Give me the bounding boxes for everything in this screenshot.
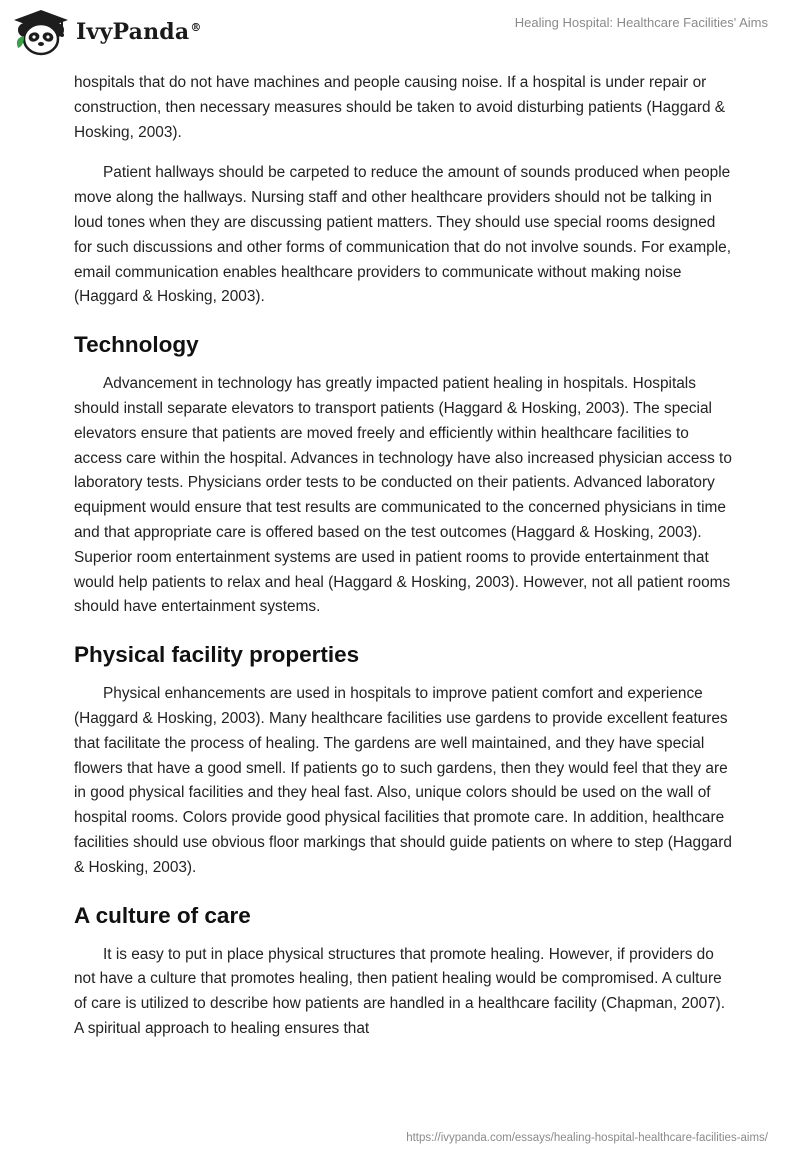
- section-heading-technology: Technology: [74, 332, 199, 358]
- article-body: [74, 71, 734, 1058]
- paragraph: It is easy to put in place physical structures that promote healing. However, if providers do not have a culture that promotes healing, then patient healing would be compromised. A culture of care is utilized to describe how patients are handled in a healthcare facility (Chapman, 2007). A spiritual approach to healing ensures that: [74, 945, 726, 1037]
- brand-name: IvyPanda®: [76, 19, 202, 45]
- section-heading-physical-facility: Physical facility properties: [74, 642, 360, 668]
- panda-graduation-cap-icon: [12, 8, 70, 56]
- document-title: Healing Hospital: Healthcare Facilities' Aims: [514, 15, 768, 30]
- page-header: [0, 0, 800, 70]
- brand-logo[interactable]: [12, 8, 202, 56]
- section-heading-culture-of-care: A culture of care: [74, 902, 251, 928]
- paragraph: Patient hallways should be carpeted to reduce the amount of sounds produced when people move along the hallways. Nursing staff and other healthcare providers should not be talking in loud tones when they are discussing patient matters. They should use special rooms designed for such discussions and other forms of communication that do not involve sounds. For example, email communication enables healthcare providers to communicate without making noise (Haggard & Hosking, 2003).: [74, 164, 731, 306]
- source-url[interactable]: https://ivypanda.com/essays/healing-hospital-healthcare-facilities-aims/: [406, 1132, 768, 1144]
- paragraph: Physical enhancements are used in hospitals to improve patient comfort and experience (Haggard & Hosking, 2003). Many healthcare facilities use gardens to provide excellent features that facilitate the process of healing. The gardens are well maintained, and they have special flowers that have a good smell. If patients go to such gardens, then they would feel that they are in good physical facilities and they heal fast. Also, unique colors should be used on the wall of hospital rooms. Colors provide good physical facilities that promote care. In addition, healthcare facilities should use obvious floor markings that should guide patients on where to step (Haggard & Hosking, 2003).: [74, 685, 732, 876]
- paragraph: Advancement in technology has greatly impacted patient healing in hospitals. Hospitals should install separate elevators to transport patients (Haggard & Hosking, 2003). The special elevators ensure that patients are moved freely and efficiently within healthcare facilities to access care within the hospital. Advances in technology have also increased physician access to laboratory tests. Physicians order tests to be conducted on their patients. Advanced laboratory equipment would ensure that test results are communicated to the concerned physicians in time and that appropriate care is offered based on the test outcomes (Haggard & Hosking, 2003). Superior room entertainment systems are used in patient rooms to provide entertainment that would help patients to relax and heal (Haggard & Hosking, 2003). However, not all patient rooms should have entertainment systems.: [74, 375, 732, 616]
- paragraph: hospitals that do not have machines and people causing noise. If a hospital is under repair or construction, then necessary measures should be taken to avoid disturbing patients (Haggard & Hosking, 2003).: [74, 74, 726, 141]
